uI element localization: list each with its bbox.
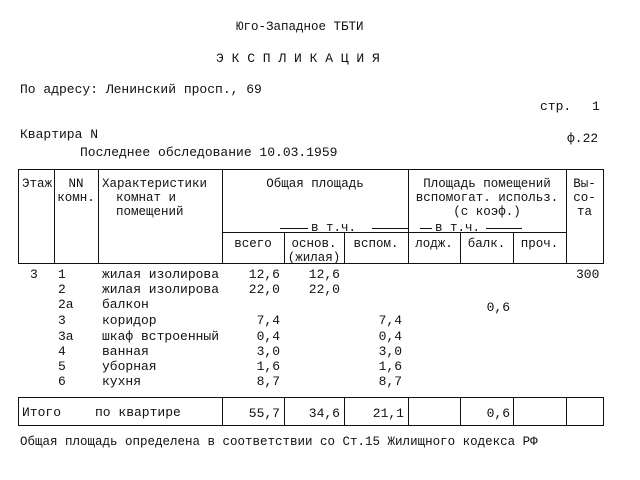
footer-note: Общая площадь определена в соответствии со Ст.15 Жилищного кодекса РФ: [20, 435, 538, 449]
survey-date: Последнее обследование 10.03.1959: [80, 145, 338, 160]
header-floor: Этаж: [22, 177, 53, 191]
row-total: 12,6: [248, 267, 280, 282]
totals-label-apartment: по квартире: [95, 405, 181, 420]
address-line: По адресу: Ленинский просп., 69: [20, 82, 262, 97]
header-aux: вспом.: [353, 237, 399, 251]
header-room-no-line2: комн.: [57, 191, 95, 205]
organization-name: Юго-Западное ТБТИ: [236, 20, 364, 34]
row-total: 8,7: [256, 374, 280, 389]
header-characteristics-line2: комнат и: [116, 191, 177, 205]
row-aux: 8,7: [378, 374, 402, 389]
header-other: проч.: [520, 237, 559, 251]
row-main: 22,0: [308, 282, 340, 297]
row-room-name: ванная: [102, 344, 149, 359]
header-balcony: балк.: [467, 237, 506, 251]
document-title: Э К С П Л И К А Ц И Я: [216, 51, 380, 66]
totals-aux: 21,1: [372, 406, 404, 421]
header-characteristics-line1: Характеристики: [102, 177, 208, 191]
form-number: ф.22: [567, 131, 599, 146]
row-room-no: 3а: [58, 329, 74, 344]
header-room-no-line1: NN: [68, 177, 84, 191]
row-aux: 7,4: [378, 313, 402, 328]
row-main: 12,6: [308, 267, 340, 282]
page-label: стр.: [540, 99, 572, 114]
apartment-label: Квартира N: [20, 127, 99, 142]
row-room-no: 2: [58, 282, 66, 297]
row-total: 22,0: [248, 282, 280, 297]
row-total: 1,6: [256, 359, 280, 374]
header-height-line1: Вы-: [573, 177, 596, 191]
header-height-line2: со-: [573, 191, 596, 205]
totals-total: 55,7: [248, 406, 280, 421]
row-room-no: 3: [58, 313, 66, 328]
header-incl-aux: в т.ч.: [435, 221, 481, 235]
height-value: 300: [576, 267, 600, 282]
row-room-no: 6: [58, 374, 66, 389]
row-aux: 1,6: [378, 359, 402, 374]
page-number: 1: [592, 99, 600, 114]
row-room-name: кухня: [102, 374, 142, 389]
row-room-name: шкаф встроенный: [102, 329, 220, 344]
row-room-no: 4: [58, 344, 66, 359]
totals-main: 34,6: [308, 406, 340, 421]
header-loggia: лодж.: [415, 237, 453, 251]
header-aux-area-line1: Площадь помещений: [423, 177, 551, 191]
row-room-name: жилая изолирова: [102, 282, 220, 297]
row-room-no: 2а: [58, 297, 74, 312]
header-main-line2: (жилая): [287, 251, 341, 265]
row-aux: 3,0: [378, 344, 402, 359]
row-room-no: 5: [58, 359, 66, 374]
row-total: 7,4: [256, 313, 280, 328]
row-aux: 0,4: [378, 329, 402, 344]
floor-value: 3: [30, 267, 38, 282]
header-aux-area-line2: вспомогат. использ.: [415, 191, 559, 205]
totals-balcony: 0,6: [486, 406, 510, 421]
totals-label: Итого: [22, 405, 62, 420]
header-total: всего: [234, 237, 272, 251]
row-balcony: 0,6: [486, 300, 510, 315]
row-room-name: балкон: [102, 297, 149, 312]
header-main-line1: основ.: [291, 237, 337, 251]
header-height-line3: та: [576, 205, 592, 219]
row-room-name: жилая изолирова: [102, 267, 220, 282]
row-room-no: 1: [58, 267, 66, 282]
header-aux-area-line3: (с коэф.): [453, 205, 521, 219]
header-incl-total: в т.ч.: [311, 221, 357, 235]
row-total: 3,0: [256, 344, 280, 359]
header-characteristics-line3: помещений: [116, 205, 184, 219]
row-total: 0,4: [256, 329, 280, 344]
header-total-area: Общая площадь: [266, 177, 364, 191]
row-room-name: уборная: [102, 359, 157, 374]
row-room-name: коридор: [102, 313, 157, 328]
